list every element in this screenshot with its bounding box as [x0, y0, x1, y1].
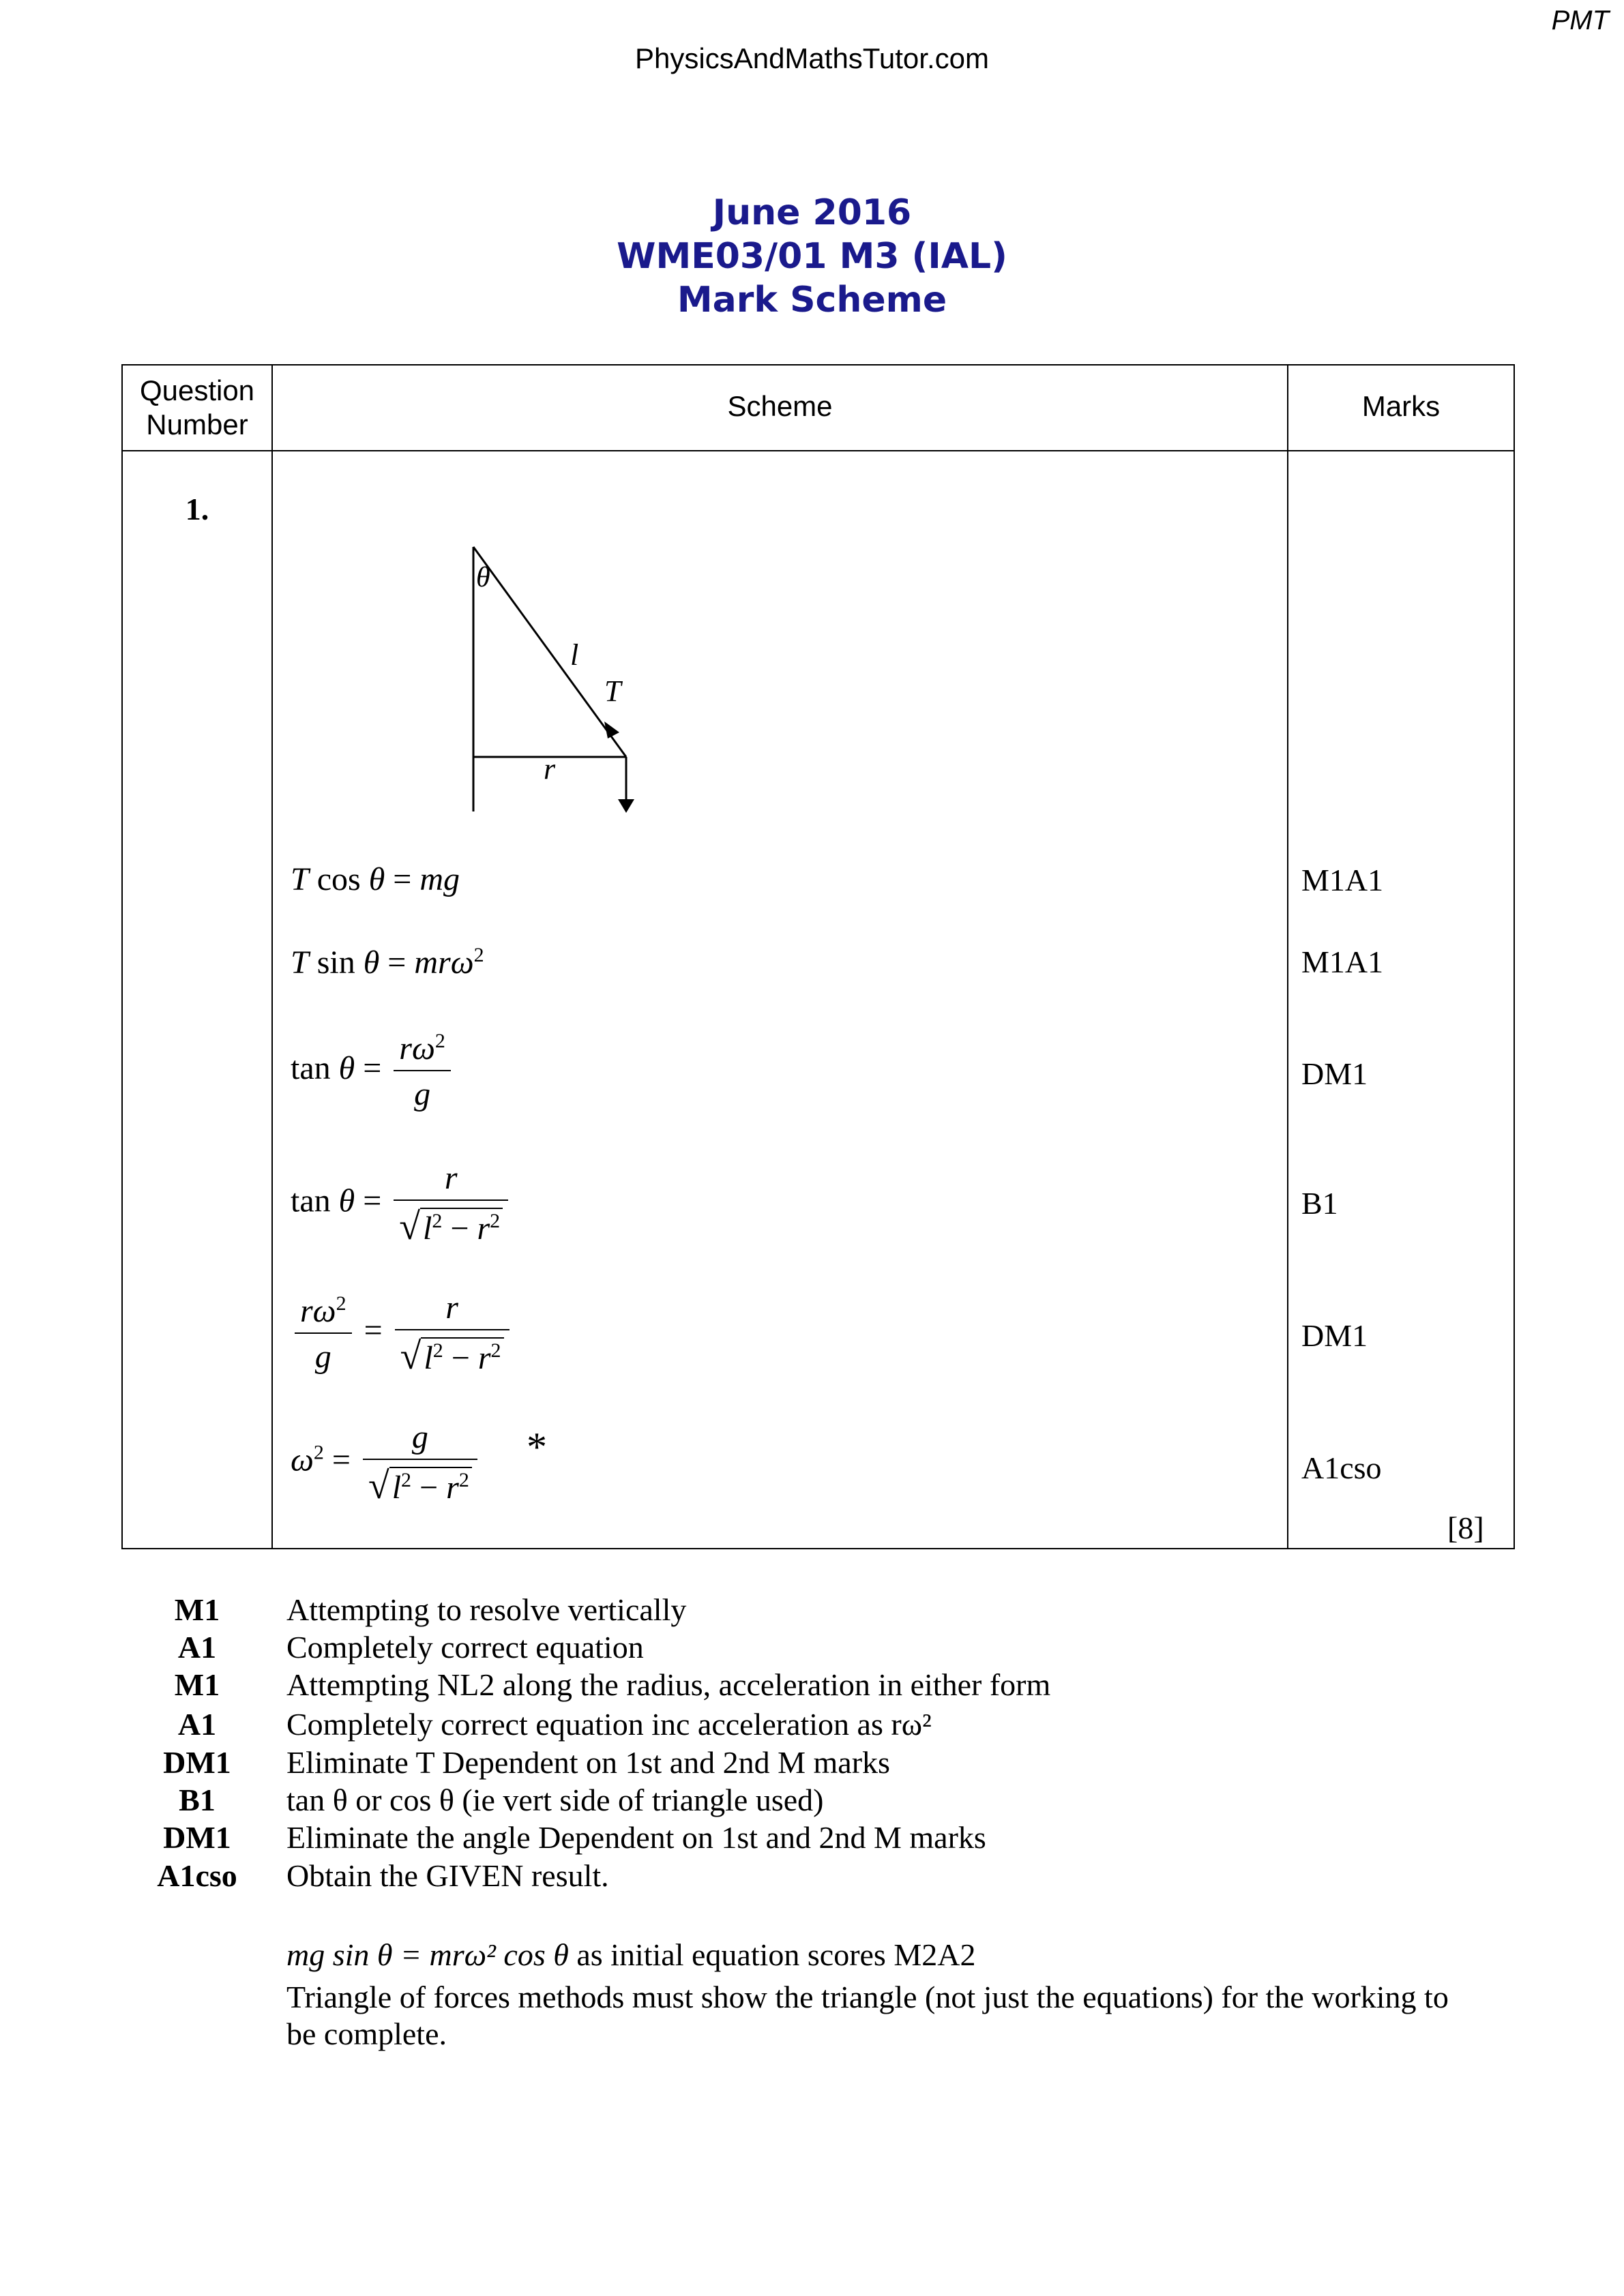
guidance-code-6: B1	[179, 1783, 216, 1817]
title-date: June 2016	[712, 192, 912, 233]
table-bottom-border	[121, 1548, 1515, 1549]
equation-nl2-radial: T sin θ = mrω$^2$	[291, 944, 484, 981]
guidance-text-8: Obtain the GIVEN result.	[286, 1858, 609, 1893]
marks-row-1: M1A1	[1301, 863, 1384, 897]
header-marks: Marks	[1361, 390, 1441, 422]
weight-arrow-head	[618, 799, 634, 813]
guidance-text-2: Completely correct equation	[286, 1630, 644, 1665]
table-left-border	[121, 364, 123, 1549]
marks-row-6: A1cso	[1301, 1450, 1382, 1485]
pmt-label: PMT	[1551, 5, 1609, 35]
guidance-code-1: M1	[174, 1592, 220, 1627]
equation-tan-theta-2: tan θ = $\frac{r}{√l^2 - r^2}$	[291, 1159, 512, 1249]
table-right-border	[1514, 364, 1515, 1549]
triangle-note-line2: be complete.	[286, 2016, 447, 2051]
header-question-number	[121, 374, 273, 442]
title-mark-scheme: Mark Scheme	[677, 280, 947, 320]
site-name: PhysicsAndMathsTutor.com	[635, 42, 989, 74]
title-paper-code: WME03/01 M3 (IAL)	[617, 236, 1007, 277]
table-header-divider	[121, 450, 1515, 451]
tension-label: T	[604, 674, 621, 708]
alt-equation: mg sin θ = mrω² cos θ	[286, 1937, 569, 1972]
table-col-divider-2	[1287, 364, 1288, 1549]
equation-tan-theta-1: tan θ = $\frac{r\omega^2}{g}$	[291, 1030, 455, 1113]
guidance-text-6: tan θ or cos θ (ie vert side of triangle used)	[286, 1783, 824, 1817]
given-result-star: *	[527, 1425, 547, 1470]
header-question-line2: Number	[146, 408, 248, 441]
guidance-text-4: Completely correct equation inc acceleration as rω²	[286, 1707, 932, 1742]
guidance-text-5: Eliminate T Dependent on 1st and 2nd M marks	[286, 1745, 890, 1780]
alt-method-note	[286, 1937, 975, 1973]
tension-arrow-head	[604, 721, 619, 739]
guidance-code-2: A1	[177, 1630, 217, 1665]
marks-row-2: M1A1	[1301, 944, 1384, 979]
table-top-border	[121, 364, 1515, 366]
guidance-text-1: Attempting to resolve vertically	[286, 1592, 687, 1627]
theta-label: θ	[476, 562, 490, 593]
radius-label: r	[544, 752, 556, 786]
triangle-note-line1: Triangle of forces methods must show the triangle (not just the equations) for the working to	[286, 1980, 1449, 2014]
guidance-code-3: M1	[174, 1667, 220, 1702]
equation-result: $\omega^2$ = $\frac{g}{√l^2 - r^2}$	[291, 1418, 482, 1508]
header-scheme: Scheme	[727, 390, 833, 422]
guidance-code-7: DM1	[163, 1820, 231, 1855]
guidance-code-4: A1	[177, 1707, 217, 1742]
total-marks: [8]	[1447, 1510, 1484, 1545]
equation-equate: $\frac{r\omega^2}{g}$ = $\frac{r}{√l^2 - r^2}$	[291, 1289, 514, 1378]
header-question-line1: Question	[139, 374, 255, 406]
string-line	[473, 547, 626, 757]
conical-pendulum-diagram	[437, 539, 655, 825]
guidance-text-3: Attempting NL2 along the radius, acceleration in either form	[286, 1667, 1051, 1702]
guidance-code-8: A1cso	[157, 1858, 237, 1893]
marks-row-4: B1	[1301, 1186, 1338, 1221]
marks-row-5: DM1	[1301, 1318, 1368, 1353]
guidance-code-5: DM1	[163, 1745, 231, 1780]
equation-resolve-vertical: T cos θ = mg	[291, 861, 460, 897]
marks-row-3: DM1	[1301, 1056, 1368, 1091]
guidance-text-7: Eliminate the angle Dependent on 1st and 2nd M marks	[286, 1820, 986, 1855]
question-number: 1.	[185, 492, 209, 526]
length-label: l	[570, 638, 579, 672]
table-col-divider-1	[271, 364, 273, 1549]
alt-suffix: as initial equation scores M2A2	[576, 1937, 976, 1972]
